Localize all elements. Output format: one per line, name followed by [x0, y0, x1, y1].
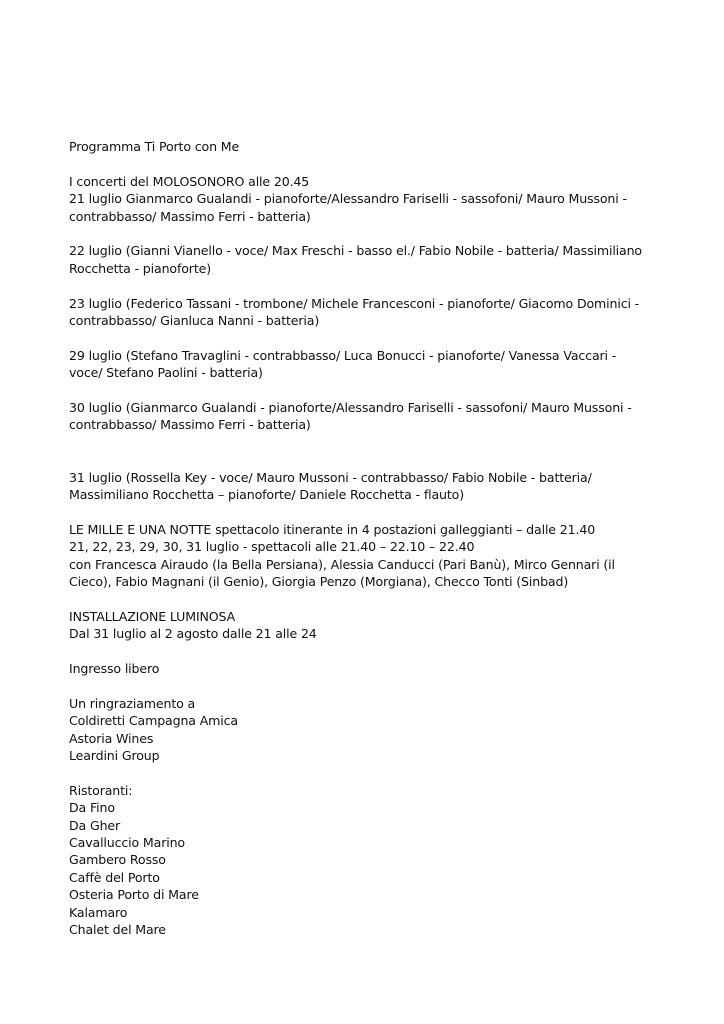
- restaurant-item: Da Gher: [69, 817, 121, 833]
- restaurant-item: Chalet del Mare: [69, 922, 166, 938]
- concert-entry-line: Massimiliano Rocchetta – pianoforte/ Daniele Rocchetta - flauto): [69, 487, 464, 503]
- ristoranti-heading: Ristoranti:: [69, 782, 133, 798]
- mille-notte-line: LE MILLE E UNA NOTTE spettacolo itinerante in 4 postazioni galleggianti – dalle 21.40: [69, 521, 596, 537]
- concert-entry-line: 29 luglio (Stefano Travaglini - contrabbasso/ Luca Bonucci - pianoforte/ Vanessa Vaccari -: [69, 347, 617, 363]
- mille-notte-line: con Francesca Airaudo (la Bella Persiana), Alessia Canducci (Pari Banù), Mirco Gennari (il: [69, 556, 615, 572]
- mille-notte-line: Cieco), Fabio Magnani (il Genio), Giorgia Penzo (Morgiana), Checco Tonti (Sinbad): [69, 574, 569, 590]
- restaurant-item: Caffè del Porto: [69, 869, 160, 885]
- concert-entry-line: Rocchetta - pianoforte): [69, 260, 211, 276]
- mille-notte-line: 21, 22, 23, 29, 30, 31 luglio - spettacoli alle 21.40 – 22.10 – 22.40: [69, 539, 475, 555]
- restaurant-item: Cavalluccio Marino: [69, 835, 185, 851]
- restaurant-item: Kalamaro: [69, 904, 128, 920]
- concert-entry-line: contrabbasso/ Massimo Ferri - batteria): [69, 208, 311, 224]
- installazione-dates: Dal 31 luglio al 2 agosto dalle 21 alle 24: [69, 626, 317, 642]
- concert-entry-line: 31 luglio (Rossella Key - voce/ Mauro Mussoni - contrabbasso/ Fabio Nobile - batteria/: [69, 469, 592, 485]
- installazione-heading: INSTALLAZIONE LUMINOSA: [69, 608, 236, 624]
- concert-entry-line: 23 luglio (Federico Tassani - trombone/ Michele Francesconi - pianoforte/ Giacomo Dominici -: [69, 295, 640, 311]
- sponsor-item: Coldiretti Campagna Amica: [69, 713, 238, 729]
- concert-entry-line: voce/ Stefano Paolini - batteria): [69, 365, 263, 381]
- concert-entry-line: contrabbasso/ Massimo Ferri - batteria): [69, 417, 311, 433]
- document-title: Programma Ti Porto con Me: [69, 139, 240, 154]
- sponsor-item: Leardini Group: [69, 748, 160, 764]
- concert-entry-line: 21 luglio Gianmarco Gualandi - pianoforte/Alessandro Fariselli - sassofoni/ Mauro Mussoni -: [69, 191, 627, 207]
- concerts-heading: I concerti del MOLOSONORO alle 20.45: [69, 173, 310, 189]
- document-body: [69, 138, 659, 939]
- ingresso-libero: Ingresso libero: [69, 661, 160, 677]
- restaurant-item: Osteria Porto di Mare: [69, 887, 199, 903]
- concert-entry-line: 22 luglio (Gianni Vianello - voce/ Max Freschi - basso el./ Fabio Nobile - batteria/ Massimiliano: [69, 243, 642, 259]
- concert-entry-line: contrabbasso/ Gianluca Nanni - batteria): [69, 313, 320, 329]
- sponsor-item: Astoria Wines: [69, 730, 154, 746]
- concert-entry-line: 30 luglio (Gianmarco Gualandi - pianoforte/Alessandro Fariselli - sassofoni/ Mauro Mussoni -: [69, 400, 632, 416]
- restaurant-item: Da Fino: [69, 800, 115, 816]
- restaurant-item: Gambero Rosso: [69, 852, 166, 868]
- ringraziamento-heading: Un ringraziamento a: [69, 695, 196, 711]
